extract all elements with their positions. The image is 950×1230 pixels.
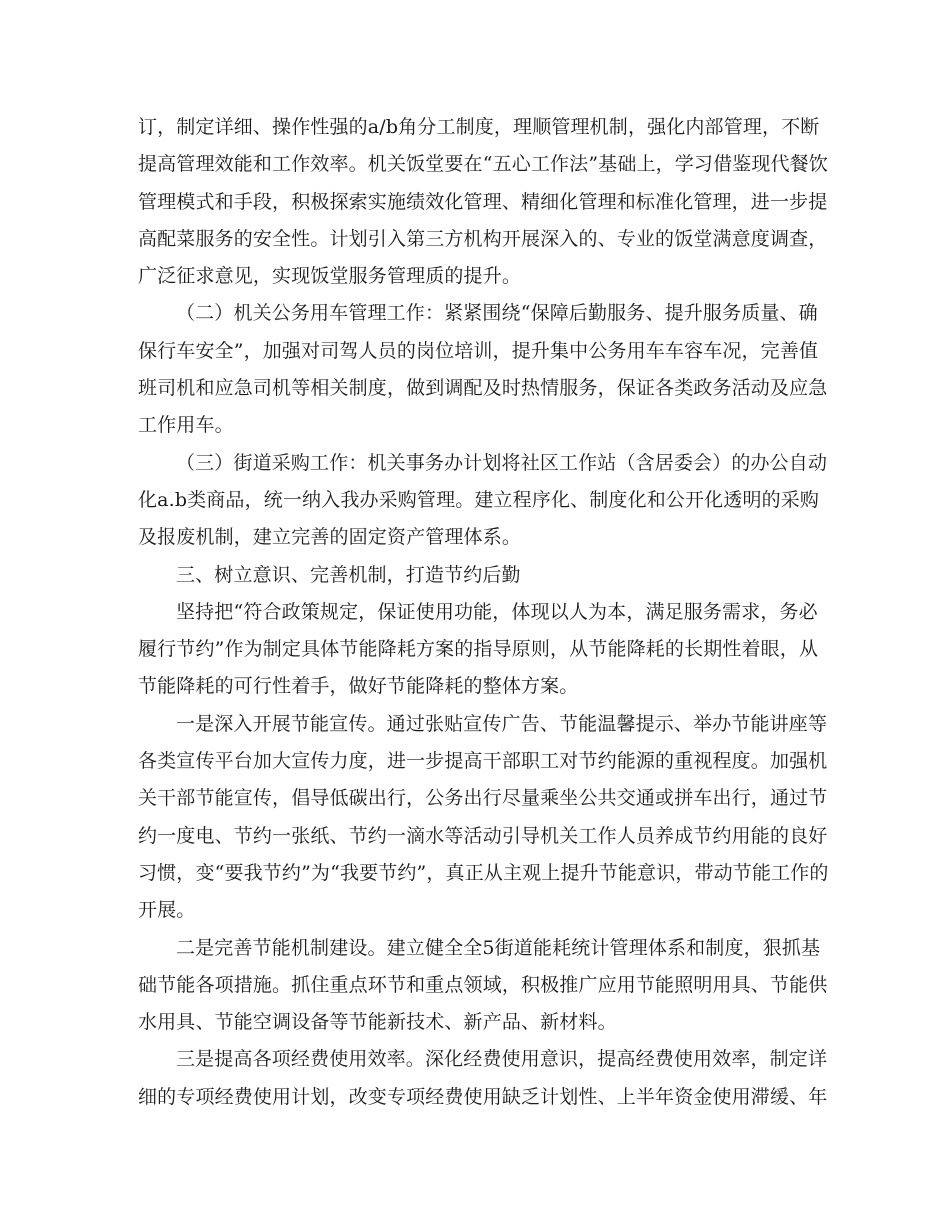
text-line: 习惯，变“要我节约”为“我要节约”，真正从主观上提升节能意识，带动节能工作的 (138, 861, 829, 884)
text-line: 关干部节能宣传，倡导低碳出行，公务出行尽量乘坐公共交通或拼车出行，通过节 (138, 787, 828, 810)
text-line: 高配菜服务的安全性。计划引入第三方机构开展深入的、专业的饭堂满意度调查， (138, 227, 828, 250)
text-line: 三、树立意识、完善机制，打造节约后勤 (176, 563, 521, 586)
text-line: 节能降耗的可行性着手，做好节能降耗的整体方案。 (138, 675, 579, 698)
text-line: 坚持把“符合政策规定，保证使用功能，体现以人为本，满足服务需求，务必 (176, 600, 818, 623)
text-line: 水用具、节能空调设备等节能新技术、新产品、新材料。 (138, 1011, 617, 1034)
document-body (138, 109, 829, 1116)
text-line: 细的专项经费使用计划，改变专项经费使用缺乏计划性、上半年资金使用滞缓、年 (138, 1085, 828, 1108)
text-line: 础节能各项措施。抓住重点环节和重点领域，积极推广应用节能照明用具、节能供 (138, 973, 828, 996)
text-line: 三是提高各项经费使用效率。深化经费使用意识，提高经费使用效率，制定详 (176, 1048, 828, 1071)
text-line: 工作用车。 (138, 414, 234, 437)
text-line: 班司机和应急司机等相关制度，做到调配及时热情服务，保证各类政务活动及应急 (138, 377, 828, 400)
text-line: 广泛征求意见，实现饭堂服务管理质的提升。 (138, 265, 522, 288)
text-line: 履行节约”作为制定具体节能降耗方案的指导原则，从节能降耗的长期性着眼，从 (138, 638, 819, 661)
text-line: 订，制定详细、操作性强的a/b角分工制度，理顺管理机制，强化内部管理，不断 (138, 116, 820, 138)
text-line: 二是完善节能机制建设。建立健全全5街道能耗统计管理体系和制度，狠抓基 (176, 936, 821, 959)
text-line: （三）街道采购工作：机关事务办计划将社区工作站（含居委会）的办公自动 (176, 451, 828, 474)
text-line: 一是深入开展节能宣传。通过张贴宣传广告、节能温馨提示、举办节能讲座等 (176, 712, 828, 735)
text-line: 各类宣传平台加大宣传力度，进一步提高干部职工对节约能源的重视程度。加强机 (138, 750, 828, 773)
text-line: 保行车安全”，加强对司驾人员的岗位培训，提升集中公务用车车容车况，完善值 (138, 339, 819, 362)
text-line: 提高管理效能和工作效率。机关饭堂要在“五心工作法”基础上，学习借鉴现代餐饮 (138, 153, 828, 176)
text-line: 化a.b类商品，统一纳入我办采购管理。建立程序化、制度化和公开化透明的采购 (138, 488, 820, 511)
text-line: 开展。 (138, 899, 196, 922)
text-line: 约一度电、节约一张纸、节约一滴水等活动引导机关工作人员养成节约用能的良好 (138, 824, 828, 847)
text-line: 及报废机制，建立完善的固定资产管理体系。 (138, 526, 522, 549)
text-line: 管理模式和手段，积极探索实施绩效化管理、精细化管理和标准化管理，进一步提 (138, 190, 828, 213)
text-line: （二）机关公务用车管理工作：紧紧围绕“保障后勤服务、提升服务质量、确 (176, 302, 818, 325)
